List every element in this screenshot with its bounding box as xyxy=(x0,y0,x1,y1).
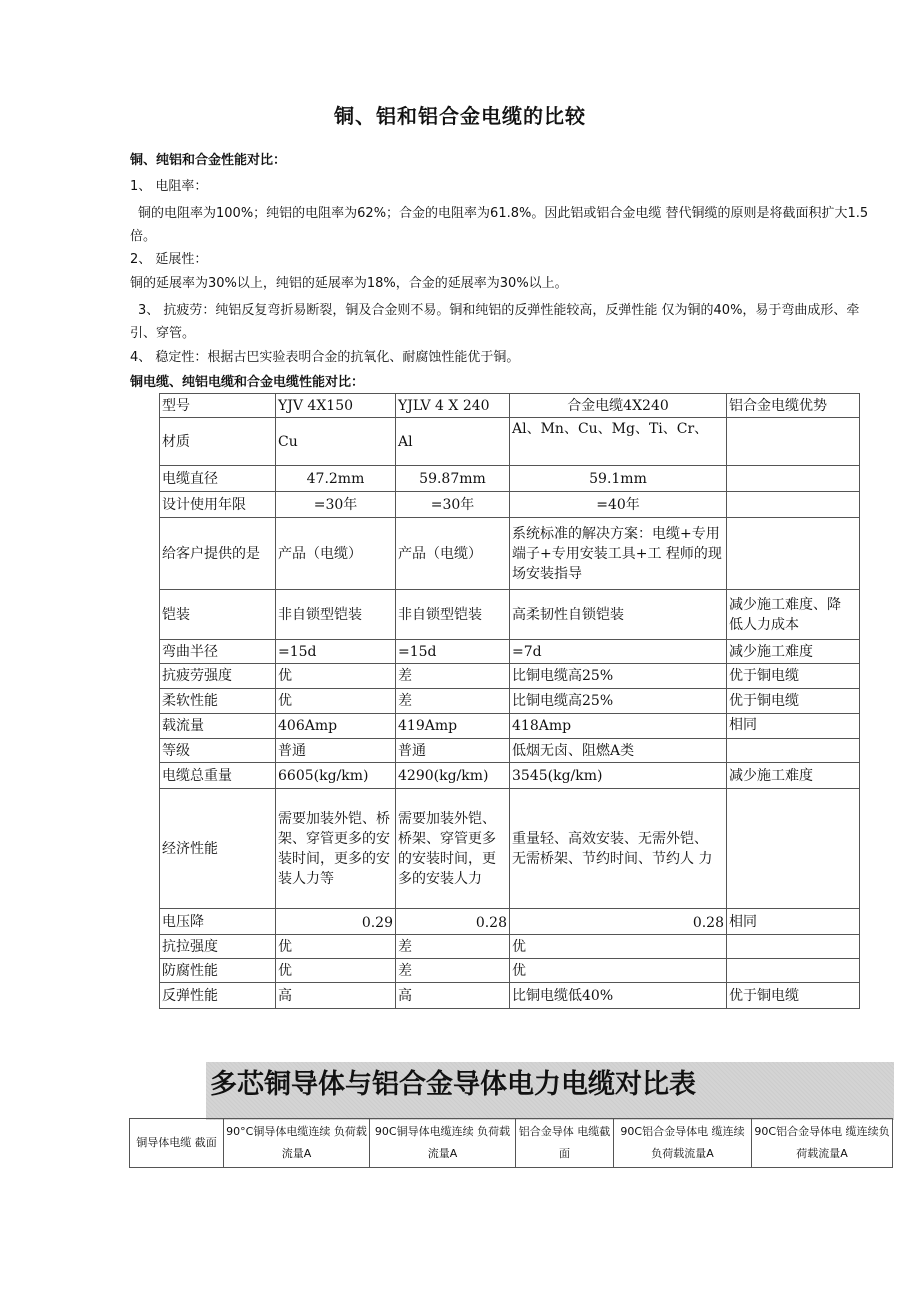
table-cell: 产品（电缆） xyxy=(396,518,510,590)
table-cell: 非自锁型铠装 xyxy=(396,590,510,640)
table-cell: 优 xyxy=(276,689,396,714)
table-row xyxy=(160,418,860,466)
table-cell: 比铜电缆低40% xyxy=(510,983,727,1009)
table-cell: =30年 xyxy=(276,492,396,518)
item1-text: 铜的电阻率为100%；纯铝的电阻率为62%；合金的电阻率为61.8%。因此铝或铝合金电缆 替代铜缆的原则是将截面积扩大1.5倍。 xyxy=(130,206,869,244)
table-row xyxy=(160,664,860,689)
header-cell: 90C铜导体电缆连续 负荷载流量A xyxy=(370,1119,516,1168)
table-cell: 高 xyxy=(396,983,510,1009)
header-cell: 铜导体电缆 截面 xyxy=(130,1119,224,1168)
header-cell: 90°C铜导体电缆连续 负荷载流量A xyxy=(224,1119,370,1168)
table-cell: 产品（电缆） xyxy=(276,518,396,590)
table-cell: Cu xyxy=(276,418,396,466)
table-cell: 载流量 xyxy=(160,714,276,739)
table-cell xyxy=(727,492,860,518)
table-cell xyxy=(727,518,860,590)
table-cell: 6605(kg/km) xyxy=(276,763,396,789)
table-row xyxy=(160,763,860,789)
ampacity-table-header xyxy=(129,1118,893,1168)
table-cell: =7d xyxy=(510,640,727,664)
table-cell: 比铜电缆高25% xyxy=(510,664,727,689)
table-cell: 3545(kg/km) xyxy=(510,763,727,789)
header-cell: YJV 4X150 xyxy=(276,394,396,418)
table-row xyxy=(160,518,860,590)
table-cell: 差 xyxy=(396,959,510,983)
table-cell: 重量轻、高效安装、无需外铠、 无需桥架、节约时间、节约人 力 xyxy=(510,789,727,909)
table-row xyxy=(160,789,860,909)
header-cell: 铝合金电缆优势 xyxy=(727,394,860,418)
table-row xyxy=(160,590,860,640)
table-cell: =40年 xyxy=(510,492,727,518)
table-cell: 比铜电缆高25% xyxy=(510,689,727,714)
table-row xyxy=(160,689,860,714)
table-cell: Al xyxy=(396,418,510,466)
table-cell: 防腐性能 xyxy=(160,959,276,983)
item1-heading: 1、 电阻率： xyxy=(130,179,208,194)
table-cell: =30年 xyxy=(396,492,510,518)
table-cell: 418Amp xyxy=(510,714,727,739)
header-cell: 合金电缆4X240 xyxy=(510,394,727,418)
section3-banner: 多芯铜导体与铝合金导体电力电缆对比表 xyxy=(206,1062,894,1120)
table-cell xyxy=(727,935,860,959)
table-cell: 等级 xyxy=(160,739,276,763)
table-row xyxy=(160,492,860,518)
table-cell xyxy=(727,418,860,466)
table-cell: 设计使用年限 xyxy=(160,492,276,518)
header-cell: 90C铝合金导体电 缆连续负荷载流量A xyxy=(614,1119,752,1168)
table-cell: 优于铜电缆 xyxy=(727,664,860,689)
table-cell: 普通 xyxy=(396,739,510,763)
table-header-row xyxy=(130,1119,893,1168)
table-cell: 普通 xyxy=(276,739,396,763)
header-cell: 型号 xyxy=(160,394,276,418)
table-cell: 59.1mm xyxy=(510,466,727,492)
table-cell: 差 xyxy=(396,935,510,959)
table-cell: 反弹性能 xyxy=(160,983,276,1009)
table-row xyxy=(160,909,860,935)
item2-heading: 2、 延展性： xyxy=(130,252,208,267)
table-cell: 59.87mm xyxy=(396,466,510,492)
table-cell: 需要加装外铠、 桥架、穿管更多 的安装时间，更多的安装人力 xyxy=(396,789,510,909)
table-cell: 需要加装外铠、桥架、穿管更多的安装时间，更多的安装人力等 xyxy=(276,789,396,909)
table-cell: 低烟无卤、阻燃A类 xyxy=(510,739,727,763)
table-cell: 抗拉强度 xyxy=(160,935,276,959)
table-cell: 0.29 xyxy=(276,909,396,935)
table-cell: 电压降 xyxy=(160,909,276,935)
table-header-row xyxy=(160,394,860,418)
table-cell xyxy=(727,789,860,909)
table-cell xyxy=(727,739,860,763)
table-cell xyxy=(727,959,860,983)
section1-heading: 铜、纯铝和合金性能对比： xyxy=(130,153,287,168)
table-cell: 非自锁型铠装 xyxy=(276,590,396,640)
item3-text: 3、 抗疲劳：纯铝反复弯折易断裂，铜及合金则不易。铜和纯铝的反弹性能较高，反弹性能 仅为铜的40%，易于弯曲成形、牵引、穿管。 xyxy=(130,303,860,341)
item4-text: 4、 稳定性：根据古巴实验表明合金的抗氧化、耐腐蚀性能优于铜。 xyxy=(130,350,520,365)
table-cell: 电缆总重量 xyxy=(160,763,276,789)
table-cell: 47.2mm xyxy=(276,466,396,492)
table-row xyxy=(160,959,860,983)
table-cell: 相同 xyxy=(727,714,860,739)
table-cell: 铠装 xyxy=(160,590,276,640)
table-cell: 差 xyxy=(396,664,510,689)
page-title: 铜、铝和铝合金电缆的比较 xyxy=(334,104,586,128)
table-cell: 优于铜电缆 xyxy=(727,983,860,1009)
table-cell: 0.28 xyxy=(510,909,727,935)
header-cell: 90C铝合金导体电 缆连续负荷载流量A xyxy=(752,1119,893,1168)
table-cell: 材质 xyxy=(160,418,276,466)
table-cell: 减少施工难度 xyxy=(727,763,860,789)
section2-heading: 铜电缆、纯铝电缆和合金电缆性能对比： xyxy=(130,375,365,390)
table-cell: 给客户提供的是 xyxy=(160,518,276,590)
table-cell: 406Amp xyxy=(276,714,396,739)
table-cell: 高柔韧性自锁铠装 xyxy=(510,590,727,640)
table-cell: 419Amp xyxy=(396,714,510,739)
table-cell: Al、Mn、Cu、Mg、Ti、Cr、 xyxy=(510,418,727,466)
table-cell: 经济性能 xyxy=(160,789,276,909)
item2-text: 铜的延展率为30%以上，纯铝的延展率为18%，合金的延展率为30%以上。 xyxy=(130,276,568,291)
table-cell: 优 xyxy=(276,664,396,689)
table-row xyxy=(160,640,860,664)
table-row xyxy=(160,466,860,492)
table-cell: 减少施工难度、降 低人力成本 xyxy=(727,590,860,640)
comparison-table xyxy=(159,393,860,1009)
table-cell: 柔软性能 xyxy=(160,689,276,714)
table-cell: =15d xyxy=(276,640,396,664)
table-cell: =15d xyxy=(396,640,510,664)
header-cell: YJLV 4 X 240 xyxy=(396,394,510,418)
table-cell: 4290(kg/km) xyxy=(396,763,510,789)
table-cell: 优 xyxy=(510,935,727,959)
table-cell: 优 xyxy=(276,959,396,983)
table-cell: 相同 xyxy=(727,909,860,935)
table-row xyxy=(160,714,860,739)
header-cell: 铝合金导体 电缆截面 xyxy=(516,1119,614,1168)
table-row xyxy=(160,983,860,1009)
table-cell: 系统标准的解决方案：电缆+专用端子+专用安装工具+工 程师的现场安装指导 xyxy=(510,518,727,590)
table-cell: 0.28 xyxy=(396,909,510,935)
table-cell xyxy=(727,466,860,492)
table-row xyxy=(160,739,860,763)
table-cell: 差 xyxy=(396,689,510,714)
table-cell: 高 xyxy=(276,983,396,1009)
table-row xyxy=(160,935,860,959)
table-cell: 优于铜电缆 xyxy=(727,689,860,714)
table-cell: 优 xyxy=(276,935,396,959)
table-cell: 弯曲半径 xyxy=(160,640,276,664)
table-cell: 减少施工难度 xyxy=(727,640,860,664)
table-cell: 电缆直径 xyxy=(160,466,276,492)
table-cell: 优 xyxy=(510,959,727,983)
table-cell: 抗疲劳强度 xyxy=(160,664,276,689)
